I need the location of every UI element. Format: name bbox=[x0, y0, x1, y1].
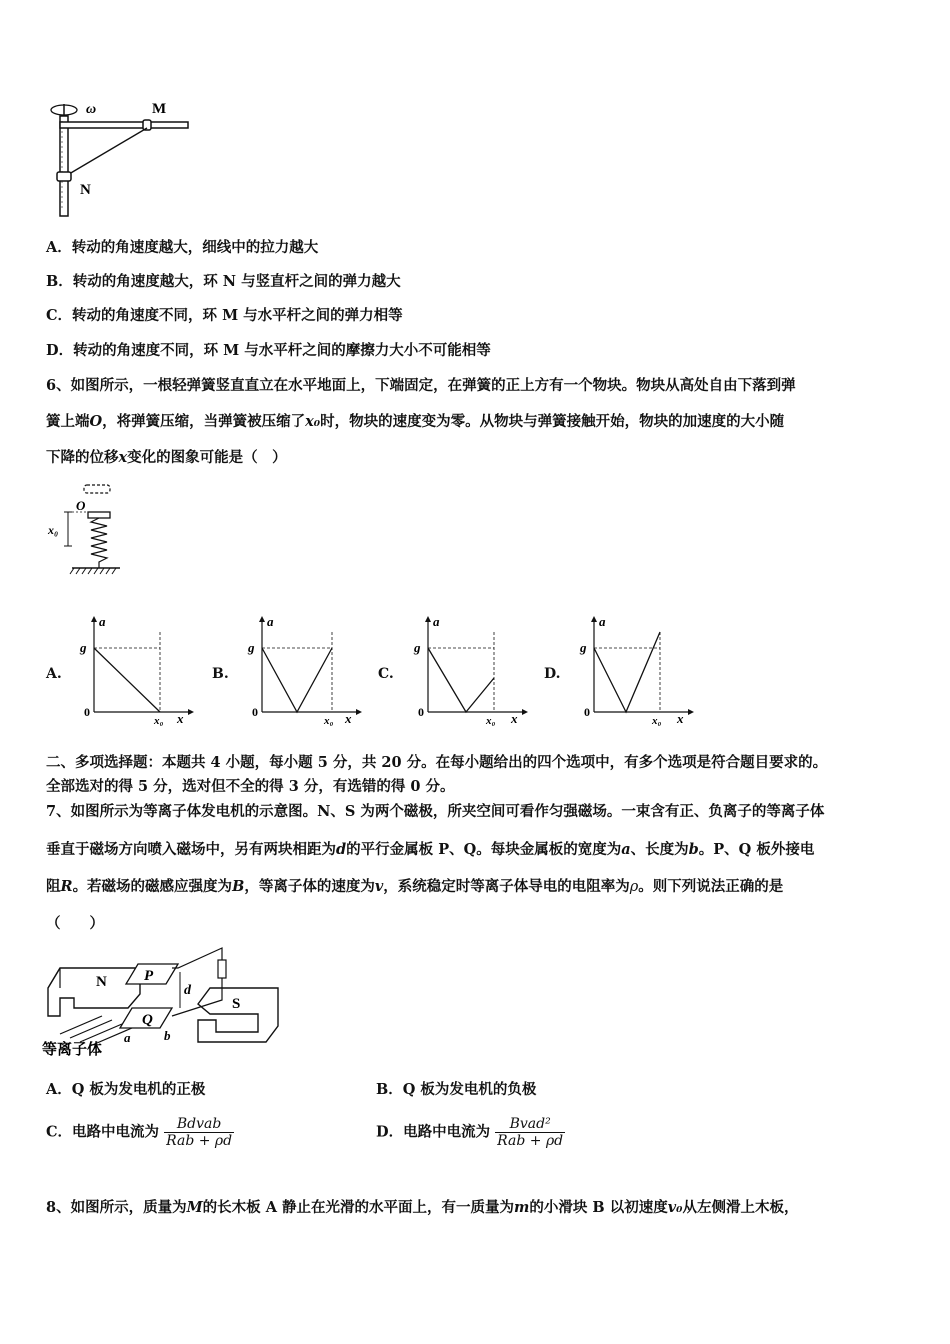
svg-text:x₀: x₀ bbox=[652, 715, 662, 726]
q6-graph-c bbox=[410, 612, 530, 726]
svg-text:x₀: x₀ bbox=[486, 715, 496, 726]
magnet-n-label: N bbox=[96, 974, 107, 990]
q6-graph-b bbox=[244, 612, 364, 726]
plasma-label: 等离子体 bbox=[42, 1042, 103, 1058]
svg-text:x: x bbox=[511, 711, 518, 726]
svg-text:g: g bbox=[80, 640, 87, 655]
q7-option-d: D．电路中电流为 $\frac{\text{Bvad²}}{\text{Rab + ρd}}$ bbox=[376, 1116, 564, 1149]
graph-d-curve bbox=[594, 632, 660, 712]
q5-option-b: B．转动的角速度越大，环 N 与竖直杆之间的弹力越大 bbox=[46, 273, 401, 290]
svg-text:x: x bbox=[677, 711, 684, 726]
q7-stem-line1: 7、如图所示为等离子体发电机的示意图。N、S 为两个磁极，所夹空间可看作匀强磁场。一束含有正、负离子的等离子体 bbox=[46, 803, 825, 820]
svg-text:x: x bbox=[345, 711, 352, 726]
q8-stem-line1: 8、如图所示，质量为M的长木板 A 静止在光滑的水平面上，有一质量为m的小滑块 B 以初速度v₀从左侧滑上木板， bbox=[46, 1199, 799, 1216]
q7-option-c: C．电路中电流为 $\frac{\text{Bdvab}}{\text{Rab + ρd}}$ bbox=[46, 1116, 233, 1149]
svg-text:x: x bbox=[177, 711, 184, 726]
plate-q-label: Q bbox=[142, 1012, 153, 1028]
q5-option-c: C．转动的角速度不同，环 M 与水平杆之间的弹力相等 bbox=[46, 307, 403, 324]
q6-spring-figure bbox=[44, 482, 124, 576]
distance-d-label: d bbox=[184, 983, 191, 998]
ring-n-label: N bbox=[80, 182, 91, 198]
q6-stem-line2: 簧上端O，将弹簧压缩，当弹簧被压缩了x₀时，物块的速度变为零。从物块与弹簧接触开始，物块的加速度的大小随 bbox=[46, 413, 785, 430]
svg-text:a: a bbox=[267, 614, 274, 629]
svg-text:x₀: x₀ bbox=[154, 715, 164, 726]
option-d-fraction: $\frac{\text{Bvad²}}{\text{Rab + ρd}}$ bbox=[497, 1116, 564, 1149]
spring-o-label: O bbox=[76, 498, 86, 513]
svg-text:g: g bbox=[414, 640, 421, 655]
q5-option-d: D．转动的角速度不同，环 M 与水平杆之间的摩擦力大小不可能相等 bbox=[46, 342, 491, 359]
svg-text:0: 0 bbox=[84, 705, 90, 719]
ring-m-label: M bbox=[152, 101, 167, 117]
width-a-label: a bbox=[124, 1030, 131, 1045]
q6-graph-d bbox=[576, 612, 696, 726]
q7-plasma-generator-figure bbox=[40, 938, 290, 1058]
section2-header-line1: 二、多项选择题：本题共 4 小题，每小题 5 分，共 20 分。在每小题给出的四个选项中，有多个选项是符合题目要求的。 bbox=[46, 754, 828, 771]
q7-option-b: B．Q 板为发电机的负极 bbox=[376, 1081, 537, 1098]
svg-text:x₀: x₀ bbox=[324, 715, 334, 726]
section2-header-line2: 全部选对的得 5 分，选对但不全的得 3 分，有选错的得 0 分。 bbox=[46, 778, 455, 795]
svg-text:a: a bbox=[599, 614, 606, 629]
q7-stem-line4: （ ） bbox=[46, 915, 104, 932]
svg-text:a: a bbox=[433, 614, 440, 629]
q7-stem-line3: 阻R。若磁场的磁感应强度为B，等离子体的速度为v，系统稳定时等离子体导电的电阻率为ρ。则下列说法正确的是 bbox=[46, 878, 784, 895]
svg-text:0: 0 bbox=[418, 705, 424, 719]
q5-rotating-frame-figure bbox=[40, 96, 200, 221]
plate-p-label: P bbox=[144, 968, 154, 984]
length-b-label: b bbox=[164, 1028, 171, 1043]
option-c-fraction: $\frac{\text{Bdvab}}{\text{Rab + ρd}}$ bbox=[166, 1116, 233, 1149]
q6-option-b-label: B. bbox=[212, 666, 229, 682]
graph-b-curve bbox=[262, 648, 332, 712]
svg-text:a: a bbox=[99, 614, 106, 629]
omega-label: ω bbox=[86, 102, 97, 117]
q6-graph-a bbox=[76, 612, 196, 726]
q7-stem-line2: 垂直于磁场方向喷入磁场中，另有两块相距为d的平行金属板 P、Q。每块金属板的宽度为a、长度为b。P、Q 板外接电 bbox=[46, 841, 815, 858]
magnet-s-label: S bbox=[232, 996, 241, 1012]
svg-text:g: g bbox=[580, 640, 587, 655]
svg-text:0: 0 bbox=[252, 705, 258, 719]
svg-text:0: 0 bbox=[584, 705, 590, 719]
q6-stem-line3: 下降的位移x变化的图象可能是（ ） bbox=[46, 449, 287, 466]
spring-x0-label: x₀ bbox=[48, 523, 59, 537]
graph-c-curve bbox=[428, 648, 494, 712]
q6-option-c-label: C. bbox=[378, 666, 394, 682]
q6-option-d-label: D. bbox=[544, 666, 561, 682]
svg-text:g: g bbox=[248, 640, 255, 655]
q7-option-a: A．Q 板为发电机的正极 bbox=[46, 1081, 206, 1098]
q5-option-a: A．转动的角速度越大，细线中的拉力越大 bbox=[46, 239, 319, 256]
graph-a-curve bbox=[94, 648, 160, 712]
q6-option-a-label: A. bbox=[46, 666, 62, 682]
q6-stem-line1: 6、如图所示，一根轻弹簧竖直直立在水平地面上，下端固定，在弹簧的正上方有一个物块。物块从高处自由下落到弹 bbox=[46, 377, 796, 394]
